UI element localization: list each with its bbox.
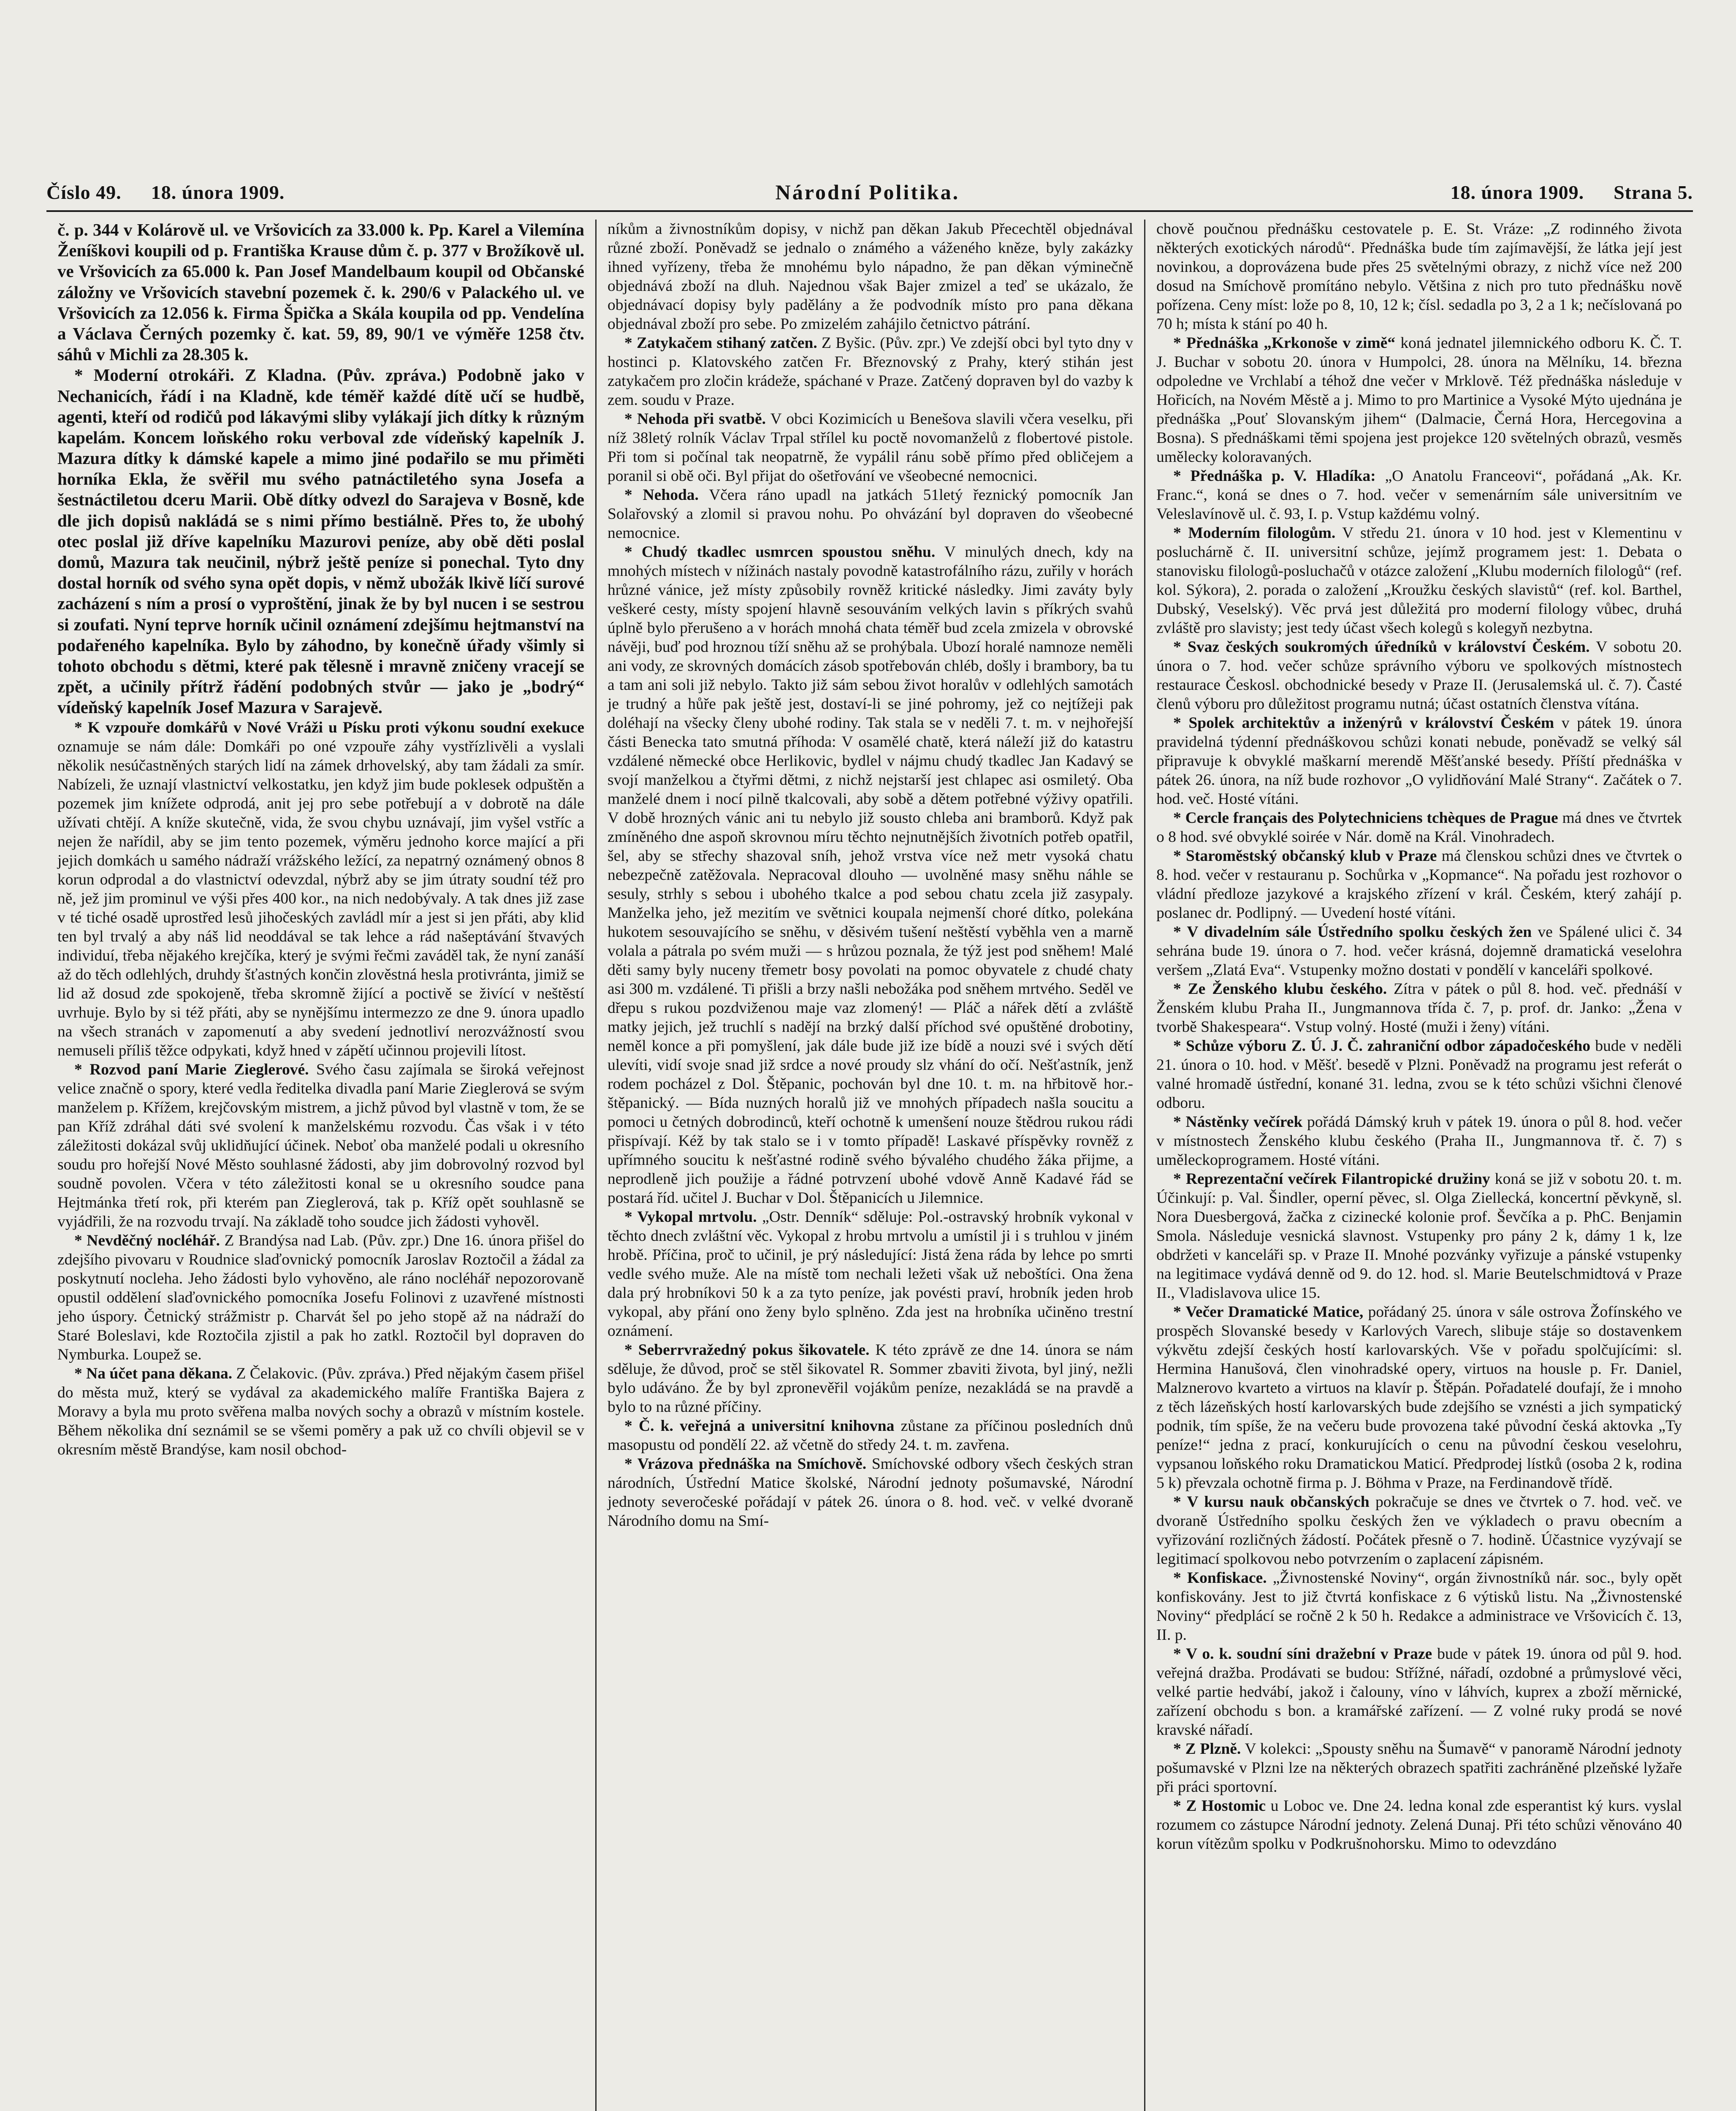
article-body: Z Kladna. (Pův. zpráva.) Podobně jako v Nechanicích, řádí i na Kladně, kde téměř každé dítě učí se hudbě, agenti, kteří od rodičů pod lákavými sliby vylákají jich dítky k různým kapelám. Koncem loňského roku verboval zde vídeňský kapelník J. Mazura dítky k dámské kapele a mimo jiné podařilo se mu přiměti horníka Ekla, že svěřil mu svého patnáctiletého syna Josefa a šestnáctiletou dceru Marii. Obě dítky odvezl do Sarajeva v Bosně, kde dle jich dopisů nakládá se s nimi přímo bestiálně. Přes to, že ubohý otec poslal již dříve kapelníku Mazurovi peníze, aby obě děti poslal domů, Mazura tak neučinil, nýbrž ještě peníze si ponechal. Tyto dny dostal horník od svého syna opět dopis, v němž ubožák lkivě líčí surové zacházení s ním a prosí o vyproštění, jinak že by byl nucen i se sestrou si zoufati. Nyní teprve horník učinil oznámení zdejšímu hejtmanství na podařeného kapelníka. Bylo by záhodno, by konečně úřady všimly si tohoto obchodu s dětmi, které pak tělesně i mravně zničeny vracejí se zpět, a učinily přítrž řádění podobných stvůr — jako je „bodrý“ vídeňský kapelník Josef Mazura v Sarajevě.: [57, 365, 584, 717]
article-krkonose: [1156, 334, 1682, 467]
article-heading: * Seberrvražedný pokus šikovatele.: [624, 1341, 870, 1359]
issue-date-left: 18. února 1909.: [151, 181, 285, 203]
article-body: V obci Kozimicích u Benešova slavili včera veselku, při níž 38letý rolník Václav Trpal střílel ku poctě novomanželů z flobertové pistole. Při tom si počínal tak neopatrně, že vypálil ránu sobě přímo před obličejem a poranil si obě oči. Byl přijat do ošetřování ve všeobecné nemocnici.: [608, 410, 1133, 485]
issue-number: Číslo 49.: [46, 181, 122, 203]
article-body: pokračuje se dnes ve čtvrtek o 7. hod. več. ve dvoraně Ústředního spolku českých žen ve výkladech o pravu obecním a vyřizování rozličných žádostí. Počátek přesně o 7. hodině. Účastnice vyzývají se legitimací spolkovou nebo potvrzením o zaplacení zápisném.: [1156, 1493, 1682, 1568]
newspaper-page: [46, 177, 1693, 2111]
article-vraz-cont: chově poučnou přednášku cestovatele p. E. St. Vráze: „Z rodinného života některých exotických národů“. Přednáška bude tím zajímavější, že látka její jest novinkou, a doprovázena bude přes 25 světelnými obrazy, z nichž více než 200 dosud na Smíchově promítáno nebylo. Většina z nich pro tuto přednášku nově pořízena. Ceny míst: lože po 8, 10, 12 k; čísl. sedadla po 3, 2 a 1 k; nečíslovaná po 70 h; místa k stání po 40 h.: [1156, 220, 1682, 333]
article-architekti: [1156, 714, 1682, 809]
article-body: V minulých dnech, kdy na mnohých místech v nížinách nastaly povodně katastrofálního rázu, zuřily v horách hrůzné vánice, jež místy způsobily rovněž kritické následky. Jimi zaváty byly veškeré cesty, místy spojení hlavně sesouváním velkých lavin s příkrých svahů úplně bylo přerušeno a v horách mnohá chata téměř bud zcela zmizela v obrovské návěji, buď pod hroznou tíží sněhu až se prohýbala. Ubozí horalé namnoze neměli ani vody, ze skrovných domácích zásob spotřebován chléb, došly i brambory, ba tu a tam ani soli již nebylo. Takto již sám sebou život horalův v odlehlých samotách je trudný a hůře pak ještě jest, dostaví-li se jiné pohromy, jež co nejtížeji pak doléhají na všecky členy ubohé rodiny. Tak stala se v neděli 7. t. m. v nejhořejší části Benecka tato smutná příhoda: V osamělé chatě, která náleží již do katastru vzdálené německé obce Herlikovic, bydlel v nájmu chudý tkadlec Jan Kadavý se svojí manželkou a čtyřmi dětmi, z nichž nejstarší jest chlapec asi osmiletý. Oba manželé dnem i nocí pilně tkalcovali, aby sobě a dětem potřebné výživy opatřili. V době hrozných vánic ani tu nebylo již sousto chleba ani bramborů. Když pak zmíněného dne aspoň skrovnou míru těchto nejnutnějších životních potřeb opatřil, šel, aby se střechy shazoval sníh, jehož vrstva více než metr vysoká chatu nebezpečně zatěžovala. Nepracoval dlouho — uvolněné masy sněhu náhle se sesuly, strhly s sebou i ubohého tkalce a pod sebou chatu zcela již zasypaly. Manželka jeho, jež mezitím ve světnici koupala nejmenší choré dítko, polekána hukotem sesouvajícího se sněhu, v děsivém tušení neštěstí vyběhla ven a marně volala a pátrala po svém muži — s hrůzou poznala, že týž jest pod sněhem! Malé děti samy byly nuceny třemetr bosy povolati na pomoc obyvatele z chudé chaty asi 300 m. vzdálené. Ti přišli a brzy našli nebožáka pod sněhem mrtvého. Seděl ve dřepu s rukou pozdviženou maje vaz zlomený! — Pláč a nářek dětí a zvláště matky jejich, jež truchlí s nadějí na brzký další příchod své opuštěné drobotiny, neměl konce a při pomyšlení, jak dále bude již ize bídě a nouzi své i svých dětí ulevíti, vidí svoje snad již srdce a nové proudy slz vhání do očí. Nešťastník, jenž rodem pocházel z Dol. Štěpanic, pochován byl dne 10. t. m. na hřbitově hor.-štěpanický. — Bída nuzných horalů již ve mnohých případech našla soucitu a pomoci u četných dobrodinců, kteří ochotně k umenšení nouze štědrou rukou rádi přispívají. Kéž by tak stalo se i v tomto případě! Laskavé příspěvky rovněž z upřímného soucitu k nešťastné rodině svého bývalého chudého žáka přijme, a neprodleně jich použije a řádné potrvzení ubohé vdově Anně Kadavé řád se postará říd. učitel J. Buchar v Dol. Štěpanicích u Jilemnice.: [608, 543, 1133, 1207]
article-heading: * Vrázova přednáška na Smíchově.: [624, 1455, 867, 1473]
article-hladik: [1156, 467, 1682, 524]
article-body: koná jednatel jilemnického odboru K. Č. T. J. Buchar v sobotu 20. února v Humpolci, 28. února na Mělníku, 14. března odpoledne ve Vrchlabí a téhož dne večer v Mrklově. Též přednáška následuje v Hořicích, na Novém Městě a j. Mimo to pro Martinice a Vysoké Mýto ujednána je přednáška „Pouť Slovanským jihem“ (Dalmacie, Černá Hora, Hercegovina a Bosna). S přednáškami těmi spojena jest projekce 120 světelných obrazů, vesměs umělecky koloravaných.: [1156, 334, 1682, 466]
article-heading: * Na účet pana děkana.: [74, 1365, 233, 1382]
article-heading: * V o. k. soudní síni dražební v Praze: [1173, 1645, 1432, 1663]
article-heading: * Nehoda při svatbě.: [624, 410, 766, 428]
article-zensky-klub: [1156, 980, 1682, 1037]
article-body: Smíchovské odbory všech českých stran národních, Ústřední Matice školské, Národní jednoty pošumavské, Národní jednoty severočeské pořádají v pátek 26. února o 8. hod. več. v velké dvoraně Národního domu na Smí-: [608, 1455, 1133, 1530]
article-body: v pátek 19. února pravidelná týdenní přednáškovou schůzi konati nebude, poněvadž se velký sál připravuje k obvyklé maškarní merendě Měšťanské besedy. Příští přednáška v pátek 26. února, na níž bude rozhovor „O vylidňování Malé Strany“. Začátek o 7. hod. več. Hosté vítáni.: [1156, 714, 1682, 808]
article-body: Z Čelakovic. (Pův. zpráva.) Před nějakým časem přišel do města muž, který se vydával za akademického malíře Františka Bajera z Moravy a byla mu proto svěřena malba nových sochy a obrazů v místním kostele. Během několika dní seznámil se se všemi poměry a pak už co chvíli objevil se v okresním městě Brandýse, kam nosil obchod-: [57, 1365, 585, 1458]
article-heading: * Rozvod paní Marie Zieglerové.: [74, 1061, 309, 1078]
article-body: Svého času zajímala se široká veřejnost velice značně o spory, které vedla ředitelka divadla paní Marie Zieglerová se svým manželem p. Křížem, krejčovským mistrem, a jichž původ byl vlastně v tom, že se pan Kříž zdráhal dáti své svolení k manželskému rozvodu. Čas však i v této záležitosti dokázal svůj uklidňující účinek. Neboť oba manželé podali u okresního soudu pro hořejší Nové Město souhlasné žádosti, aby jim dobrovolný rozvod byl soudně povolen. Včera v této záležitosti konal se u okresního soudce pana Hejtmánka třetí rok, při kterém pan Zieglerová, tak p. Kříž opět souhlasně se vyjádřili, že na rozvodu trvají. Na základě toho soudce jich žádosti vyhověl.: [57, 1061, 585, 1230]
article-dekan-cont: níkům a živnostníkům dopisy, v nichž pan děkan Jakub Přecechtěl objednával různé zboží. Poněvadž se jednalo o známého a váženého kněze, byly zakázky ihned vyřízeny, třeba že mnohému bylo nápadno, že pan děkan výminečně objednává zboží na dluh. Najednou však Bajer zmizel a teď se ukázalo, že objednávací dopisy byly padělány a že podvodník místo pro pana děkana objednával zboží pro sebe. Po zmizelém zahájilo četnictvo pátrání.: [608, 220, 1133, 333]
article-noclehar: [57, 1231, 584, 1364]
article-heading: * Chudý tkadlec usmrcen spoustou sněhu.: [624, 543, 936, 561]
article-heading: * Přednáška „Krkonoše v zimě“: [1173, 334, 1396, 352]
article-heading: * Konfiskace.: [1173, 1569, 1267, 1587]
article-heading: * Z Plzně.: [1173, 1740, 1241, 1758]
article-body: zůstane za příčinou posledních dnů masopustu od pondělí 22. až včetně do středy 24. t. m. zavřena.: [608, 1417, 1133, 1454]
article-dekan: [57, 1364, 584, 1459]
article-body: „Živnostenské Noviny“, orgán živnostníků nár. soc., byly opět konfiskovány. Jest to již čtvrtá konfiskace z 6 výtisků listu. Na „Živnostenské Noviny“ předplácí se ročně 2 k 50 h. Redakce a administrace ve Vršovicích č. 13, II. p.: [1156, 1569, 1682, 1644]
article-knihovna: [608, 1416, 1133, 1454]
article-body: Včera ráno upadl na jatkách 51letý řeznický pomocník Jan Solařovský a zlomil si pravou nohu. Po ohvázání byl dopraven do všeobecné nemocnice.: [608, 486, 1134, 542]
article-dramaticka-matice: [1156, 1302, 1682, 1492]
article-filantropicka: [1156, 1169, 1682, 1302]
article-otrokari: [57, 365, 584, 718]
article-nehoda: [608, 486, 1133, 543]
article-body: K této zprávě ze dne 14. února se nám sděluje, že důvod, proč se stěl šikovatel R. Sommer zbaviti života, byl jiný, nežli bylo udáváno. Že by byl zpronevěřil vojákům peníze, nezakládá se na pravdě a bylo to na různé příčiny.: [608, 1341, 1133, 1416]
column-1: [46, 220, 595, 2111]
newspaper-title: Národní Politika.: [775, 180, 960, 204]
article-svatba: [608, 410, 1133, 486]
column-3: [1144, 220, 1693, 2111]
article-plzen: [1156, 1739, 1682, 1796]
article-heading: * Spolek architektův a inženýrů v království Českém: [1173, 714, 1554, 732]
article-body: Z Byšic. (Pův. zpr.) Ve zdejší obci byl tyto dny v hostinci p. Klatovského zatčen Fr. Březnovský z Prahy, který stihán jest zatykačem pro zločin krádeže, spáchané v Praze. Zatčený dopraven byl do vazby k zem. soudu v Praze.: [608, 334, 1133, 409]
article-heading: * Moderní otrokáři.: [74, 365, 234, 385]
article-heading: * Vykopal mrtvolu.: [624, 1208, 757, 1226]
article-body: bude v pátek 19. února od půl 9. hod. veřejná dražba. Prodávati se budou: Střížné, nářadí, ozdobné a průmyslové věci, velké partie hedvábí, jakož i čalouny, víno v láhvích, kuprex a zboží měrnické, zařízení obchodu s bon. a kramářské zařízení. — Z volné ruky prodá se nové kravské nářadí.: [1156, 1645, 1682, 1739]
article-heading: * V kursu nauk občanských: [1173, 1493, 1370, 1511]
masthead: [46, 177, 1693, 207]
article-heading: * Nástěnky večírek: [1173, 1113, 1303, 1131]
article-vraz: [608, 1454, 1133, 1530]
article-staromestsky: [1156, 847, 1682, 923]
article-heading: * Nehoda.: [624, 486, 699, 504]
article-heading: * K vzpouře domkářů v Nové Vráži u Písku proti výkonu soudní exekuce: [74, 719, 584, 736]
article-real-estate: č. p. 344 v Kolárově ul. ve Vršovicích za 33.000 k. Pp. Karel a Vilemína Ženíškovi koupili od p. Františka Krause dům č. p. 377 v Brožíkově ul. ve Vršovicích za 65.000 k. Pan Josef Mandelbaum koupil od Občanské záložny ve Vršovicích stavební pozemek č. k. 290/6 v Palackého ul. ve Vršovicích za 12.056 k. Firma Špička a Skála koupila od pp. Vendelína a Václava Černých pozemky č. kat. 59, 89, 90/1 ve výměře 1258 čtv. sáhů v Michli za 28.305 k.: [57, 220, 584, 364]
article-body: bude v neděli 21. února o 10. hod. v Měšť. besedě v Plzni. Poněvadž na programu jest referát o valné hromadě ústřední, konané 31. ledna, zvou se k této schůzi všichni členové odboru.: [1156, 1037, 1682, 1112]
article-drazba: [1156, 1644, 1682, 1739]
page-number: Strana 5.: [1614, 181, 1693, 203]
columns: [46, 220, 1693, 2111]
article-vzpoura: [57, 718, 584, 1060]
article-body: u Loboc ve. Dne 24. ledna konal zde esperantist ký kurs. vyslal rozumem co zástupce Národní jednoty. Zelená Dunaj. Při této schůzi věnováno 40 korun vítězům spolku v Podkrušnohorsku. Mimo to odevzdáno: [1156, 1797, 1682, 1853]
article-heading: * V divadelním sále Ústředního spolku českých žen: [1173, 923, 1532, 941]
article-tkadlec: [608, 543, 1133, 1207]
article-body: pořádaný 25. února v sále ostrova Žofínského ve prospěch Slovanské besedy v Karlových Varech, slibuje stáje so dostavenkem výkvětu zdejší českých hostí karlovarských. Vše v pořadu spolčujícími: sl. Hermina Hanušová, člen vinohradské opery, virtuos na housle p. Fr. Daniel, Malznerovo kvarteto a virtuos na klavír p. Štěpán. Pořadatelé doufají, že i mnoho z těch lázeňských hostí karlovarských bude zdejšího se vznésti a jich sympatický podnik, tím spíše, že na večeru bude provozena také původní česká aktovka „Ty peníze!“ jedna z prací, konkurujících o cenu na původní českou veselohru, vypsanou loňského roku Dramatickou Maticí. Předprodej lístků (osoba 2 k, rodina 5 k) převzala ochotně firma p. J. Böhma v Praze, na Ferdinandově třídě.: [1156, 1303, 1682, 1492]
article-heading: * Č. k. veřejná a universitní knihovna: [624, 1417, 895, 1435]
article-body: V středu 21. února v 10 hod. jest v Klementinu v posluchárně č. II. universitní schůze, jejímž programem jest: 1. Debata o stanovisku filologů-posluchačů v otázce založení „Klubu moderních filologů“ (ref. kol. Sýkora), 2. porada o založení „Kroužku českých slavistů“ (ref. kol. Barthel, Dubský, Veselský). Věc prvá jest důležitá pro moderní filology vůbec, druhá zvláště pro slavisty; jest tedy účast všech kolegů s kolegyň nezbytna.: [1156, 524, 1682, 637]
article-heading: * Ze Ženského klubu českého.: [1173, 980, 1387, 998]
article-heading: * Přednáška p. V. Hladíka:: [1173, 467, 1376, 485]
article-body: ve Spálené ulici č. 34 sehrána bude 19. února o 7. hod. večer krásná, dojemně dramatická veselohra veršem „Zlatá Eva“. Vstupenky možno dostati v pondělí v kanceláři spolkové.: [1156, 923, 1682, 979]
article-rozvod: [57, 1060, 584, 1231]
article-body: V kolekci: „Spousty sněhu na Šumavě“ v panoramě Národní jednoty pošumavské v Plzni lze na některých obrazech spatřiti zachráněné plzeňské lyžaře při práci sportovní.: [1156, 1740, 1682, 1796]
article-divadelni-sal: [1156, 923, 1682, 980]
article-body: koná se již v sobotu 20. t. m. Účinkují: p. Val. Šindler, operní pěvec, sl. Olga Ziellecká, koncertní pěvkyně, sl. Nora Duesbergová, žačka z cizinecké kolonie prof. Ševčíka a p. PhC. Benjamin Smola. Následuje vesnická slavnost. Vstupenky pro pány 2 k, dámy 1 k, lze obdržeti v kanceláři sp. v Praze II. Mnohé pozvánky vyřizuje a pánské vstupenky na legitimace vydává denně od 9. do 12. hod. sl. Marie Beutelschmidtová v Praze II., Vladislavova ulice 15.: [1156, 1170, 1682, 1302]
article-body: „O Anatolu Franceovi“, pořádaná „Ak. Kr. Franc.“, koná se dnes o 7. hod. večer v semenárním sále universitním ve Veleslavínově ul. č. 93, I. p. Vstup každému volný.: [1156, 467, 1682, 523]
article-heading: * Moderním filologům.: [1173, 524, 1336, 542]
article-vecirek: [1156, 1112, 1682, 1169]
column-2: [595, 220, 1144, 2111]
article-mrtvola: [608, 1207, 1133, 1340]
article-heading: * Svaz českých soukromých úředníků v království Českém.: [1173, 638, 1590, 656]
article-kurs: [1156, 1492, 1682, 1568]
article-body: Z Brandýsa nad Lab. (Pův. zpr.) Dne 16. února přišel do zdejšího pivovaru v Roudnice slaďovnický pomocník Jaroslav Roztočil a žádal za poskytnutí nocleha. Jeho žádosti bylo vyhověno, ale ráno nocléhář nepozorovaně opustil oddělení slaďovnického pomocníka Josefu Folinovi z uzavřené místnosti jeho úspory. Četnický strážmistr p. Charvát šel po jeho stopě až na nádraží do Staré Boleslavi, kde Roztočila zjistil a pak ho zatkl. Roztočil byl dopraven do Nymburka. Loupež se.: [57, 1232, 584, 1363]
article-body: oznamuje se nám dále: Domkáři po oné vzpouře záhy vystřízlivěli a vyslali několik nesúčastněných starých lidí na zámek drhovelský, aby tam žádali za smír. Nabízeli, že uznají vlastnictví velkostatku, jen když jim bude poklesek odpuštěn a pozemek jim knížete odprodá, anit jej pro sebe potřebují a v dobrotě na dále užívati chtějí. A kníže skutečně, vida, že svou chybu uznávají, jim vyšel vstříc a nejen že nařídil, aby se jim tento pozemek, výměru jednoho korce mající a při jejich domkách u samého nádraží vrážského ležící, za nepatrný oznámený obnos 8 korun odprodal a do vlastnictví odevzdal, nýbrž aby se jim útraty soudní též pro ně, jež jim prominul ve výši přes 400 kor., na nich nedobývaly. A tak dnes již zase v té tiché osadě uprostřed lesů jihočeských zavládl mír a jest si jen přáti, aby klid ten byl trvalý a aby náš lid neoddával se tak lehce a rád našeptávání štvavých individuí, třeba nějakého krejčíka, který je svými řečmi zaváděl tak, že nyní zanáší až do těch odlehlých, druhdy šťastných končin zlověstná hesla protivránta, jimiž se lid až dosud zde spokojeně, třeba skromně žijící a poctivě se živící v neštěstí uvrhuje. Bylo by si též přáti, aby se nynějšímu intermezzo ze dne 9. února upadlo na všech stranách v zapomenutí a aby svedení jednotliví nerozvážností svou nemuseli příliš těžce odpykati, když hned v zápětí učinnou projevili lítost.: [57, 738, 584, 1059]
article-heading: * Reprezentační večírek Filantropické družiny: [1173, 1170, 1490, 1188]
article-body: V sobotu 20. února o 7. hod. večer schůze správního výboru ve spolkových místnostech restaurace Českosl. obchodnické besedy v Praze II. (Jerusalemská ul. č. 7). Časté členů výboru pro důležitost programu nutná; účast ostatních členstva vítána.: [1156, 638, 1682, 713]
article-zuj: [1156, 1037, 1682, 1112]
article-svaz: [1156, 638, 1682, 714]
article-zatykac: [608, 334, 1133, 410]
article-body: má dnes ve čtvrtek o 8 hod. své obvyklé soirée v Nár. domě na Král. Vinohradech.: [1156, 809, 1682, 846]
article-heading: * Cercle français des Polytechniciens tchèques de Prague: [1173, 809, 1558, 827]
article-body: Zítra v pátek o půl 8. hod. več. přednáší v Ženském klubu Praha II., Jungmannova třída č. 7, p. prof. dr. Janko: „Žena v tvorbě Shakespeara“. Vstup volný. Hosté (muži i ženy) vítáni.: [1156, 980, 1682, 1036]
article-sikovatel: [608, 1340, 1133, 1416]
issue-date-right: 18. února 1909.: [1450, 181, 1584, 203]
article-filologove: [1156, 524, 1682, 638]
article-heading: * Schůze výboru Z. Ú. J. Č. zahraniční odbor západočeského: [1173, 1037, 1591, 1055]
article-hostomice: [1156, 1796, 1682, 1853]
article-body: „Ostr. Denník“ sděluje: Pol.-ostravský hrobník vykonal v těchto dnech zvláštní věc. Vykopal z hrobu mrtvolu a umístil ji i s truhlou v jiném hrobě. Příčina, proč to učinil, je prý následující: Jistá žena ráda by lehce po smrti vedle svého muže. Ale na místě tom nechali ležeti však už neboštíci. Ona žena dala prý hrobníkovi 50 k a za tyto peníze, jak povésti praví, hrobník jeden hrob vykopal, aby přání ono ženy bylo splněno. Zda jest na hrobníka učiněno trestní oznámení.: [608, 1208, 1133, 1340]
article-konfiskace: [1156, 1568, 1682, 1644]
article-body: má členskou schůzi dnes ve čtvrtek o 8. hod. večer v restauranu p. Sochůrka v „Kopmance“. Na pořadu jest rozhovor o vládní předloze jazykové a krajského zřízení v král. Českém, který zahájí p. poslanec dr. Podlipný. — Uvedení hosté vítáni.: [1156, 847, 1682, 922]
article-cercle: [1156, 809, 1682, 847]
article-heading: * Večer Dramatické Matice,: [1173, 1303, 1364, 1321]
article-heading: * Nevděčný nocléhář.: [74, 1232, 220, 1249]
article-heading: * Zatykačem stihaný zatčen.: [624, 334, 817, 352]
article-body: pořádá Dámský kruh v pátek 19. února o půl 8. hod. večer v místnostech Ženského klubu českého (Praha II., Jungmannova tř. č. 7) s uměleckoprogramem. Hosté vítáni.: [1156, 1113, 1682, 1169]
masthead-rule: [46, 210, 1693, 212]
article-heading: * Z Hostomic: [1173, 1797, 1266, 1815]
article-heading: * Staroměstský občanský klub v Praze: [1173, 847, 1437, 865]
